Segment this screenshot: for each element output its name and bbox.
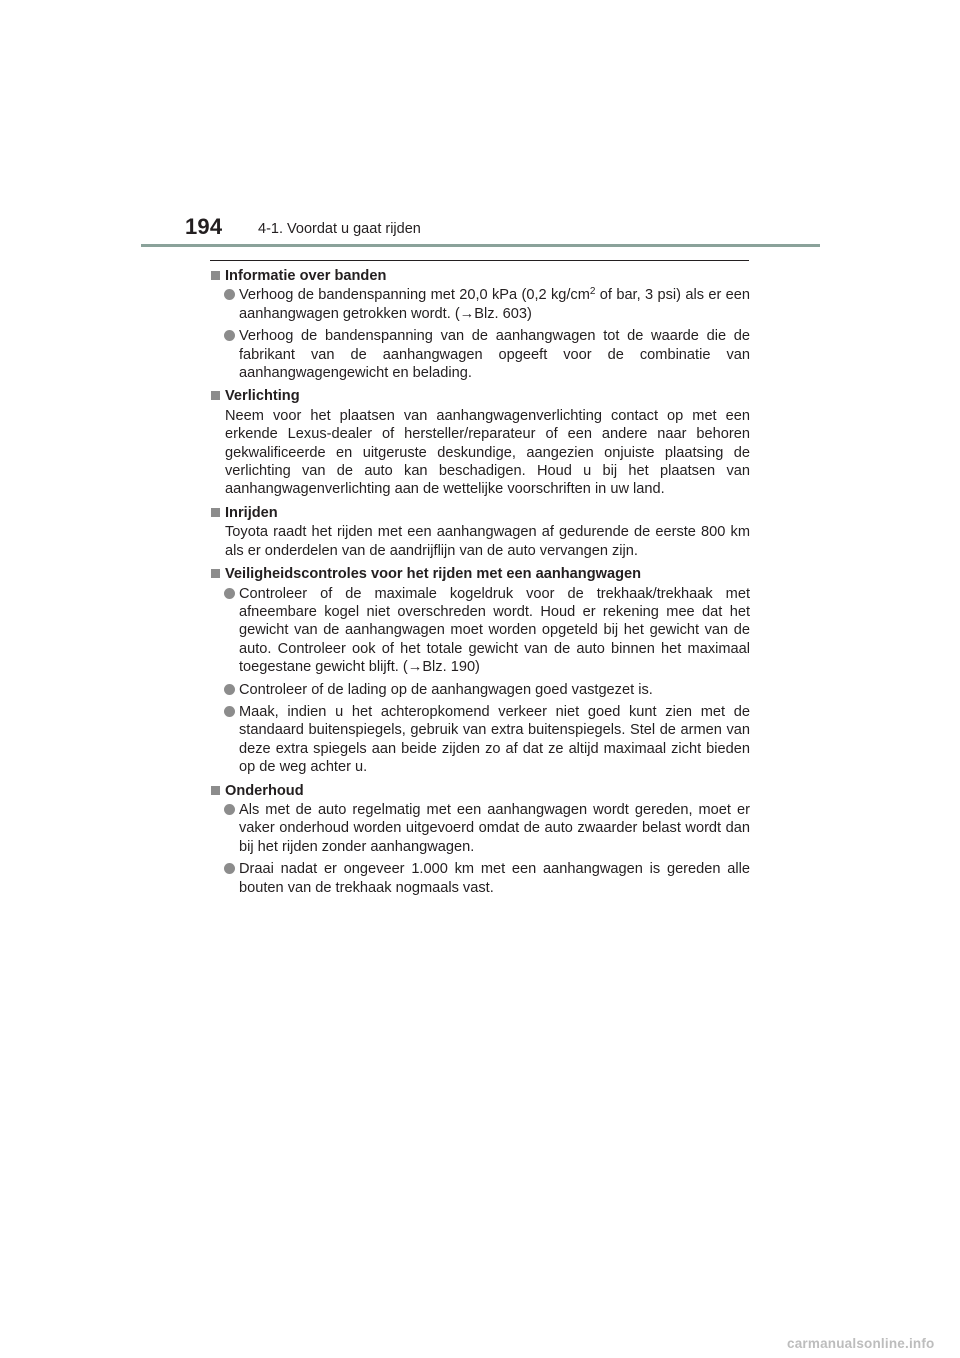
page-content xyxy=(210,267,750,902)
section-break-in xyxy=(210,504,750,560)
section-safety-checks xyxy=(210,565,750,776)
round-bullet-icon xyxy=(224,684,235,695)
round-bullet-icon xyxy=(224,330,235,341)
list-item: Verhoog de bandenspanning van de aanhangwagen tot de waarde die de fabrikant van de aanhangwagen opgeeft voor de combinatie van aanhangwagengewicht en belading. xyxy=(210,327,750,382)
square-bullet-icon xyxy=(211,508,220,517)
page-number: 194 xyxy=(185,214,223,239)
round-bullet-icon xyxy=(224,588,235,599)
square-bullet-icon xyxy=(211,391,220,400)
square-bullet-icon xyxy=(211,271,220,280)
section-maintenance xyxy=(210,782,750,897)
round-bullet-icon xyxy=(224,863,235,874)
list-item: Controleer of de lading op de aanhangwagen goed vastgezet is. xyxy=(210,681,750,699)
section-heading: Onderhoud xyxy=(210,782,750,800)
header-divider xyxy=(141,244,820,247)
round-bullet-icon xyxy=(224,804,235,815)
round-bullet-icon xyxy=(224,289,235,300)
round-bullet-icon xyxy=(224,706,235,717)
list-item: Controleer of de maximale kogeldruk voor de trekhaak/trekhaak met afneembare kogel niet overschreden wordt. Houd er rekening mee dat het gewicht van de aanhangwagen moet worden opgeteld bij het gewicht van de auto. Controleer ook of het totale gewicht van de auto binnen het maximaal toegestane gewicht blijft. (→Blz. 190) xyxy=(210,585,750,677)
watermark: carmanualsonline.info xyxy=(787,1336,935,1351)
section-heading: Veiligheidscontroles voor het rijden met een aanhangwagen xyxy=(210,565,750,583)
list-item: Verhoog de bandenspanning met 20,0 kPa (0,2 $kg/cm^2$ of bar, 3 psi) als er een aanhangwagen getrokken wordt. (→Blz. 603) xyxy=(210,286,750,323)
section-heading: Informatie over banden xyxy=(210,267,750,285)
square-bullet-icon xyxy=(211,786,220,795)
chapter-title: 4-1. Voordat u gaat rijden xyxy=(258,221,421,237)
section-heading: Verlichting xyxy=(210,387,750,405)
list-item: Als met de auto regelmatig met een aanhangwagen wordt gereden, moet er vaker onderhoud worden uitgevoerd omdat de auto zwaarder belast wordt dan bij het rijden zonder aanhangwagen. xyxy=(210,801,750,856)
list-item: Draai nadat er ongeveer 1.000 km met een aanhangwagen is gereden alle bouten van de trekhaak nogmaals vast. xyxy=(210,860,750,897)
section-tires xyxy=(210,267,750,382)
section-paragraph: Neem voor het plaatsen van aanhangwagenverlichting contact op met een erkende Lexus-dealer of hersteller/reparateur of een andere naar behoren gekwalificeerde en uitgeruste deskundige, aangezien onjuiste plaatsing de verlichting van de auto kan beschadigen. Houd u bij het plaatsen van aanhangwagenverlichting aan de wettelijke voorschriften in uw land. xyxy=(225,407,750,498)
section-heading: Inrijden xyxy=(210,504,750,522)
section-divider xyxy=(210,260,749,261)
section-lighting xyxy=(210,387,750,498)
square-bullet-icon xyxy=(211,569,220,578)
section-paragraph: Toyota raadt het rijden met een aanhangwagen af gedurende de eerste 800 km als er onderdelen van de aandrijflijn van de auto vervangen zijn. xyxy=(225,524,750,559)
list-item: Maak, indien u het achteropkomend verkeer niet goed kunt zien met de standaard buitenspiegels, gebruik van extra buitenspiegels. Stel de armen van deze extra spiegels aan beide zijden zo af dat ze altijd maximaal zicht bieden op de weg achter u. xyxy=(210,703,750,777)
